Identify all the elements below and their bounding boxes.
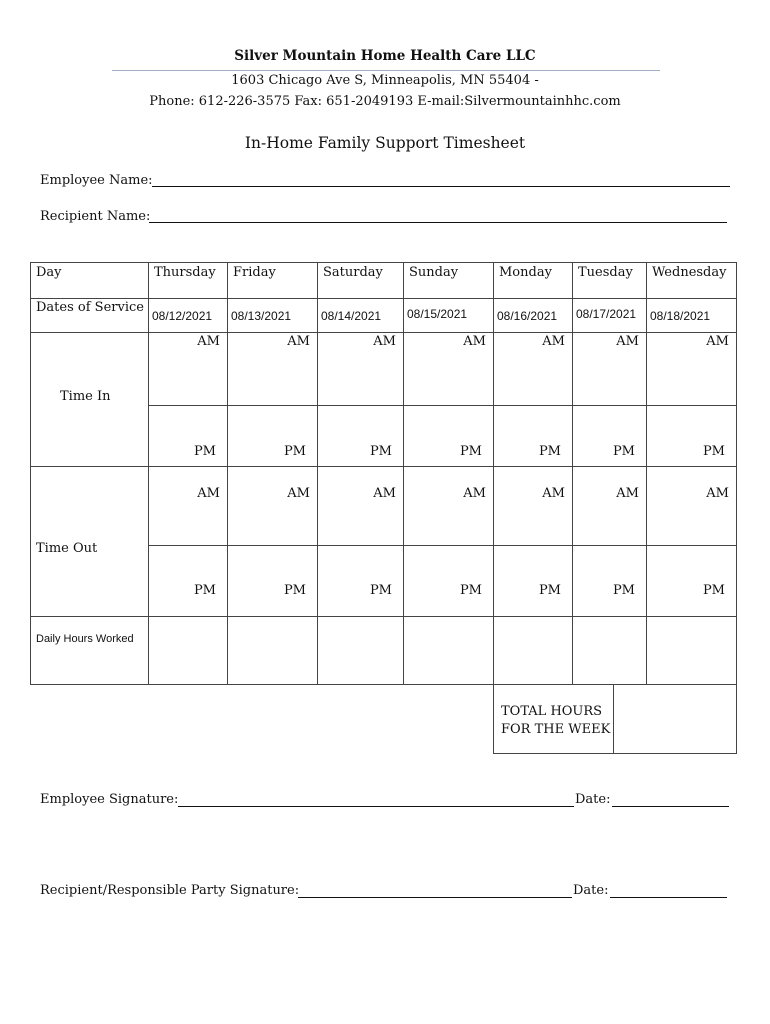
total-box-bottom <box>493 753 737 754</box>
total-hours-label-line2: FOR THE WEEK <box>501 722 611 737</box>
service-date: 08/15/2021 <box>407 307 468 321</box>
employee-signature-field[interactable] <box>178 806 574 807</box>
table-col-line <box>493 262 494 684</box>
total-box-divider <box>613 684 614 753</box>
time-out-am-field[interactable] <box>574 506 644 544</box>
employee-date-label: Date: <box>575 792 611 807</box>
time-out-pm-label: PM <box>612 583 635 598</box>
day-header: Wednesday <box>652 265 727 280</box>
total-hours-label-line1: TOTAL HOURS <box>501 704 603 719</box>
table-row-line <box>30 298 737 299</box>
time-out-am-field[interactable] <box>405 506 491 544</box>
time-out-am-field[interactable] <box>150 506 225 544</box>
time-out-pm-field[interactable] <box>495 547 570 581</box>
daily-hours-field[interactable] <box>574 618 644 682</box>
table-row-line <box>30 466 737 467</box>
recipient-name-field[interactable] <box>149 222 727 223</box>
time-out-am-label: AM <box>706 486 729 501</box>
time-in-am-field[interactable] <box>150 334 225 404</box>
time-out-am-label: AM <box>463 486 486 501</box>
time-in-am-label: AM <box>463 334 486 349</box>
time-out-pm-label: PM <box>369 583 392 598</box>
time-in-pm-field[interactable] <box>405 407 491 443</box>
day-header: Tuesday <box>578 265 633 280</box>
table-row-line <box>148 405 737 406</box>
time-in-pm-label: PM <box>459 444 482 459</box>
service-date: 08/14/2021 <box>321 309 382 323</box>
time-in-am-field[interactable] <box>405 334 491 404</box>
time-in-pm-field[interactable] <box>574 407 644 443</box>
time-in-am-label: AM <box>706 334 729 349</box>
service-date: 08/17/2021 <box>576 307 637 321</box>
time-out-am-field[interactable] <box>648 506 734 544</box>
time-out-pm-label: PM <box>538 583 561 598</box>
time-in-am-field[interactable] <box>648 334 734 404</box>
time-out-pm-label: PM <box>459 583 482 598</box>
time-out-pm-label: PM <box>283 583 306 598</box>
daily-hours-field[interactable] <box>495 618 570 682</box>
daily-hours-field[interactable] <box>405 618 491 682</box>
total-box-left <box>493 684 494 753</box>
day-header: Monday <box>499 265 552 280</box>
time-in-pm-label: PM <box>702 444 725 459</box>
table-row-line <box>30 616 737 617</box>
time-in-pm-label: PM <box>193 444 216 459</box>
recipient-signature-field[interactable] <box>298 897 572 898</box>
daily-hours-label: Daily Hours Worked <box>36 633 134 645</box>
time-in-pm-field[interactable] <box>648 407 734 443</box>
time-in-am-field[interactable] <box>495 334 570 404</box>
time-out-pm-field[interactable] <box>319 547 401 581</box>
time-out-am-label: AM <box>542 486 565 501</box>
table-border-bottom <box>30 684 737 685</box>
day-header: Saturday <box>323 265 383 280</box>
company-contact: Phone: 612-226-3575 Fax: 651-2049193 E-mail:Silvermountainhhc.com <box>149 94 621 109</box>
time-in-label: Time In <box>60 389 111 404</box>
daily-hours-field[interactable] <box>648 618 734 682</box>
page-title: In-Home Family Support Timesheet <box>244 134 526 152</box>
table-col-line <box>572 262 573 684</box>
time-out-am-field[interactable] <box>229 506 315 544</box>
time-in-am-label: AM <box>373 334 396 349</box>
recipient-date-field[interactable] <box>610 897 727 898</box>
table-col-line <box>30 262 31 684</box>
day-header: Thursday <box>154 265 216 280</box>
company-name: Silver Mountain Home Health Care LLC <box>234 48 536 64</box>
employee-name-label: Employee Name: <box>40 173 153 188</box>
time-out-pm-field[interactable] <box>574 547 644 581</box>
employee-name-field[interactable] <box>152 186 730 187</box>
day-row-label: Day <box>36 265 62 280</box>
time-in-pm-field[interactable] <box>229 407 315 443</box>
table-col-line <box>736 262 737 684</box>
dates-row-label: Dates of Service <box>36 300 144 315</box>
time-in-am-label: AM <box>542 334 565 349</box>
time-in-am-label: AM <box>287 334 310 349</box>
time-out-pm-field[interactable] <box>229 547 315 581</box>
time-in-pm-label: PM <box>612 444 635 459</box>
time-in-am-field[interactable] <box>229 334 315 404</box>
time-in-pm-field[interactable] <box>495 407 570 443</box>
time-in-pm-field[interactable] <box>150 407 225 443</box>
total-hours-field[interactable] <box>617 688 733 750</box>
service-date: 08/18/2021 <box>650 309 711 323</box>
time-out-pm-field[interactable] <box>405 547 491 581</box>
recipient-date-label: Date: <box>573 883 609 898</box>
time-out-am-field[interactable] <box>495 506 570 544</box>
service-date: 08/16/2021 <box>497 309 558 323</box>
daily-hours-field[interactable] <box>319 618 401 682</box>
daily-hours-field[interactable] <box>229 618 315 682</box>
time-in-am-field[interactable] <box>574 334 644 404</box>
table-col-line <box>317 262 318 684</box>
recipient-name-label: Recipient Name: <box>40 209 151 224</box>
time-in-pm-label: PM <box>283 444 306 459</box>
table-row-line <box>30 332 737 333</box>
time-out-am-label: AM <box>616 486 639 501</box>
day-header: Friday <box>233 265 276 280</box>
time-in-am-label: AM <box>197 334 220 349</box>
time-in-am-field[interactable] <box>319 334 401 404</box>
time-out-pm-label: PM <box>193 583 216 598</box>
recipient-signature-label: Recipient/Responsible Party Signature: <box>40 883 300 898</box>
time-out-pm-label: PM <box>702 583 725 598</box>
service-date: 08/13/2021 <box>231 309 292 323</box>
time-out-am-field[interactable] <box>319 506 401 544</box>
table-row-line <box>148 545 737 546</box>
time-out-label: Time Out <box>36 541 98 556</box>
daily-hours-field[interactable] <box>150 618 225 682</box>
service-date: 08/12/2021 <box>152 309 213 323</box>
total-box-right <box>736 684 737 753</box>
table-border-top <box>30 262 737 263</box>
table-col-line <box>148 262 149 684</box>
time-out-am-label: AM <box>287 486 310 501</box>
day-header: Sunday <box>409 265 459 280</box>
company-address: 1603 Chicago Ave S, Minneapolis, MN 55404 - <box>231 73 539 88</box>
header-divider <box>112 70 660 71</box>
table-col-line <box>403 262 404 684</box>
time-out-pm-field[interactable] <box>150 547 225 581</box>
table-col-line <box>227 262 228 684</box>
employee-signature-label: Employee Signature: <box>40 792 179 807</box>
time-in-pm-label: PM <box>369 444 392 459</box>
employee-date-field[interactable] <box>612 806 729 807</box>
time-in-pm-field[interactable] <box>319 407 401 443</box>
time-in-am-label: AM <box>616 334 639 349</box>
time-out-pm-field[interactable] <box>648 547 734 581</box>
time-in-pm-label: PM <box>538 444 561 459</box>
table-col-line <box>646 262 647 684</box>
time-out-am-label: AM <box>373 486 396 501</box>
time-out-am-label: AM <box>197 486 220 501</box>
